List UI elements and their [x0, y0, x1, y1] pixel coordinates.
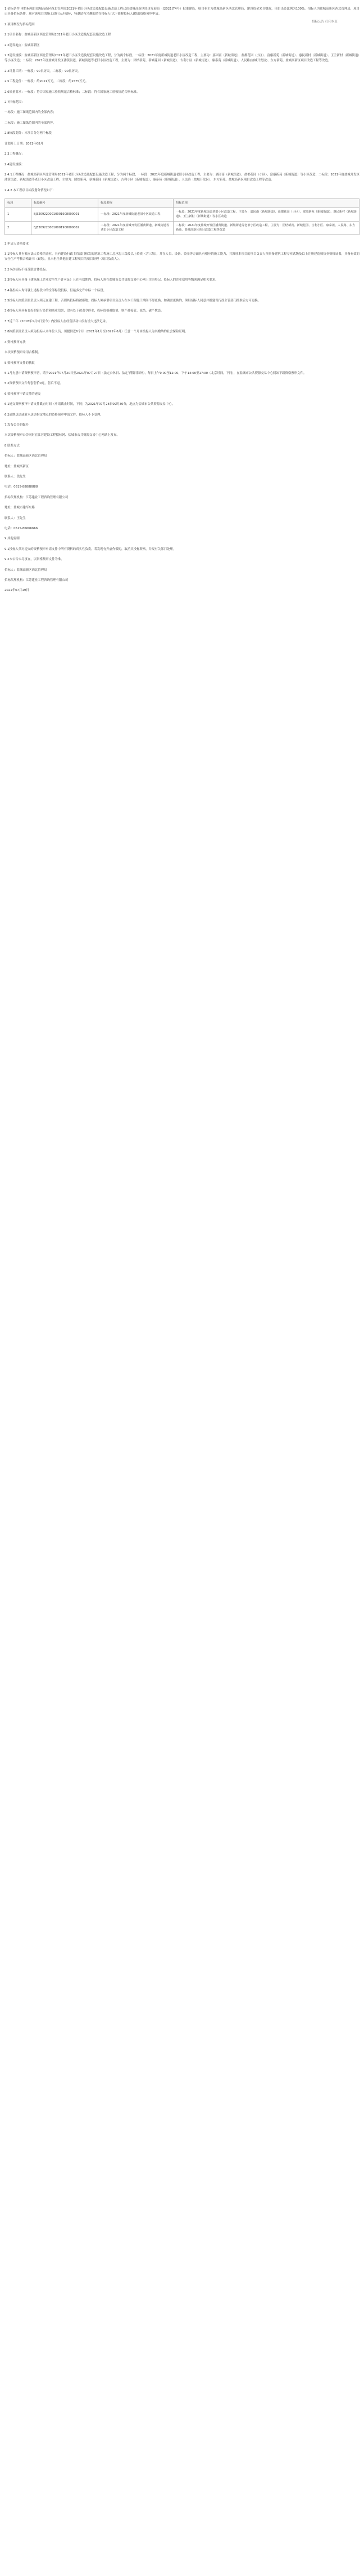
top-links[interactable]: 招标公告 打印本页: [312, 20, 338, 24]
table-row: [5, 207, 360, 221]
paragraph: 3.8拟派项目负责人须为投标人本单位人员，须提供近6个月（2021年1月至2021年6月）任意一个月由投标人为其缴纳的社会保险证明。: [4, 330, 188, 334]
paragraph: 联系人：钱先生: [4, 475, 26, 479]
paragraph: 一标段：施工图纸范围内的全部内容；: [4, 111, 56, 115]
paragraph: 2.项目概况与招标范围: [4, 22, 35, 26]
paragraph: 3.7近三年（2018年1月1日至今）内投标人在经营活动中没有重大违法记录。: [4, 319, 109, 323]
paragraph: 4.资格预审方法: [4, 340, 26, 344]
paragraph: 招标代理机构：江苏建业工程咨询管理有限公司: [4, 495, 69, 499]
table-header: 招标范围: [174, 199, 360, 208]
paragraph: 招标代理机构：江苏建业工程咨询管理有限公司: [4, 579, 69, 583]
announcement-text-continued: [4, 242, 360, 594]
paragraph: 6.1递交资格预审申请文件截止时间（申请截止时间，下同）为2021年07月28日09时30分，地点为盐城市公共资源交易中心。: [4, 403, 175, 407]
table-cell: 二标段：2021年度盐城开发区潘黄街道、新城街道等老旧小区改造工程，主要为：团结新苑、新城花园、吉利小区、康泰苑、人民路、东方新苑、盐城高新区项目改造工程等改造: [174, 221, 360, 234]
table-header: 标段: [5, 199, 31, 208]
paragraph: 2.2建设地点：盐城高新区: [4, 43, 40, 47]
paragraph: 计划开工日期：2021年08月: [4, 142, 44, 146]
paragraph: 9.1投标人须对提交的资格预审申请文件中所有资料的真实性负责，若发现有弄虚作假的，取消其投标资格，并报有关部门处理。: [4, 547, 176, 551]
table-cell: 一标段：2021年度新城街道老旧小区改造工程: [98, 207, 174, 221]
paragraph: 3.4各投标人均可就上述标段中的全部标段投标，但最多允许中标一个标段。: [4, 288, 107, 292]
paragraph: 招标人：盐城高新区西北管理局: [4, 454, 47, 458]
paragraph: 2.4计划工期：一标段：90日历天，二标段：90日历天。: [4, 69, 81, 73]
paragraph: 3.2本次招标不接受联合体投标。: [4, 268, 49, 272]
table-row: [5, 221, 360, 234]
table-header: 标段名称: [98, 199, 174, 208]
paragraph: 联系人：王先生: [4, 516, 26, 520]
paragraph: 2.8标段划分：本项目分为两个标段: [4, 132, 52, 136]
paragraph: 6.资格预审申请文件的递交: [4, 392, 41, 396]
table-cell: BJ32092200010001908000001: [31, 207, 98, 221]
announcement-text: [4, 7, 360, 193]
paragraph: 3.3投标人应具备《建筑施工企业安全生产许可证》且在有效期内，投标人须在盐城市公共资源交易中心网上注册登记，投标人的企业信用等级须满足相关要求。: [4, 278, 219, 282]
paragraph: 本次资格预审采用合格制。: [4, 351, 41, 355]
table-cell: 2: [5, 221, 31, 234]
paragraph: 9.其他说明: [4, 537, 20, 541]
paragraph: 电话：0515-88888888: [4, 485, 38, 489]
table-cell: 1: [5, 207, 31, 221]
paragraph: 2.6质量要求：一标段：符合国家施工验收规范合格标准；二标段：符合国家施工验收规范合格标准。: [4, 90, 140, 94]
paragraph: 3.1投标人具有独立法人资格的企业，具有建设行政主管部门核发的建筑工程施工总承包三级及以上资质（含三级），并在人员、设备、资金等方面具有相应的施工能力，其派驻本项目的项目负责人须具备建筑工程专业贰级及以上注册建造师执业资格证书，具备有效的安全生产考核合格证书（B类），且未担任其他在建工程项目的项目经理（项目负责人）。: [4, 252, 360, 261]
paragraph: 9.2本公告未尽事宜，以资格预审文件为准。: [4, 558, 64, 562]
paragraph: 7.发布公告的媒介: [4, 423, 29, 427]
paragraph: 1.招标条件 本招标项目盐城高新区西北管理局2021年老旧小区改造及配套设施改造工程已由盐城高新区经济发展局（[2021]74号）批准建设，项目业主为盐城高新区西北管理局，建设资金来自财政，项目出资比例为100%。招标人为盐城高新区西北管理局，项目已具备招标条件，现对该项目的施工进行公开招标，特邀请有兴趣的潜在投标人(以下简称投标人)提出资格预审申请。: [4, 7, 360, 16]
paragraph: 2.1项目名称：盐城高新区西北管理局2021年老旧小区改造及配套设施改造工程: [4, 33, 111, 37]
paragraph: 3.5投标人拟派项目负责人须无在建工程，否则其投标将被拒绝；投标人须承诺项目负责人在本工程施工期间不得更换，如确需更换的，须经招标人同意并报建设行政主管部门批准后方可更换。: [4, 299, 261, 303]
paragraph: 5.资格预审文件的获取: [4, 361, 35, 365]
paragraph: 2.4.1工程概况：盐城高新区西北管理局2021年老旧小区改造及配套设施改造工程，分为两个标段，一标段：2021年度新城街道老旧小区改造工程，主要为：嘉园南（新城街道）、盐都花园（小区）、富康新苑（新城街道）等小区改造；二标段：2021年度盐城开发区潘黄街道、新城街道等老旧小区改造工程，主要为：团结新苑、新城花园（新城街道）、吉利小区（新城街道）、康泰苑（新城街道）、人民路（盐城开发区）、东方新苑、盐城高新区项目改造工程等改造。: [4, 173, 360, 182]
paragraph: 二标段：施工图纸范围内的全部内容。: [4, 121, 56, 125]
document-body: [4, 7, 360, 599]
paragraph: 3.6投标人须具有良好的银行资信和商业信誉，没有处于被责令停业，投标资格被取消，财产被接管、冻结，破产状态。: [4, 309, 164, 313]
paragraph: 本次资格预审公告同时在江苏建设工程招标网、盐城市公共资源交易中心网站上发布。: [4, 434, 120, 437]
table-header: 标段编号: [31, 199, 98, 208]
table-cell: 一标段：2021年度新城街道老旧小区改造工程，主要为：嘉园南（新城街道）、盐都花园（小区）、富康新苑（新城街道）、惠民新村（新城街道）、玉兰新村（新城街道）等小区改造: [174, 207, 360, 221]
paragraph: 2.7招标范围：: [4, 101, 25, 105]
paragraph: 2.4建设规模：: [4, 163, 25, 166]
paragraph: 5.1凡有意申请资格预审者，请于2021年07月20日至2021年07月27日（法定公休日、法定节假日除外），每日上午9:00至12:00，下午14:00至17:00（北京时间，下同），在盐城市公共资源交易中心网站下载资格预审文件。: [4, 371, 307, 375]
paragraph: 3.申请人资格要求: [4, 242, 29, 246]
table-cell: 二标段：2021年度盐城开发区潘黄街道、新城街道等老旧小区改造工程: [98, 221, 174, 234]
paragraph: 6.2逾期送达或者未送达指定地点的资格预审申请文件，招标人不予受理。: [4, 413, 103, 417]
paragraph: 8.联系方式: [4, 444, 20, 448]
paragraph: 2.3建设规模：盐城高新区西北管理局2021年老旧小区改造及配套设施改造工程，分为两个标段，一标段：2021年度新城街道老旧小区改造工程，主要为：嘉园南（新城街道）、盐都花园（小区）、富康新苑（新城街道）、惠民新村（新城街道）、玉兰新村（新城街道）等小区改造；二标段：2021年度盐城开发区潘黄街道、新城街道等老旧小区改造工程，主要为：团结新苑、新城花园（新城街道）、吉利小区（新城街道）、康泰苑（新城街道）、人民路(盐城开发区)、东方新苑、盐城高新区项目改造工程等改造。: [4, 54, 360, 63]
section-table: [4, 198, 360, 235]
paragraph: 2.3工程概况：: [4, 152, 25, 156]
paragraph: 地址：盐城高新区: [4, 464, 29, 468]
paragraph: 2.4.2 本工程项目标段划分情况如下：: [4, 188, 56, 192]
paragraph: 2021年07月19日: [4, 589, 29, 593]
paragraph: 电话：0515-86666666: [4, 527, 38, 530]
paragraph: 招标人：盐城高新区西北管理局: [4, 568, 47, 572]
paragraph: 地址：盐城市建军东路: [4, 506, 35, 510]
table-cell: BJ32092200010001908000002: [31, 221, 98, 234]
paragraph: 5.2资格预审文件每套售价0元，售后不退。: [4, 382, 63, 386]
table-header-row: [5, 199, 360, 208]
paragraph: 2.5工程造价：一标段：约2021万元，二标段：约1575万元。: [4, 80, 89, 84]
